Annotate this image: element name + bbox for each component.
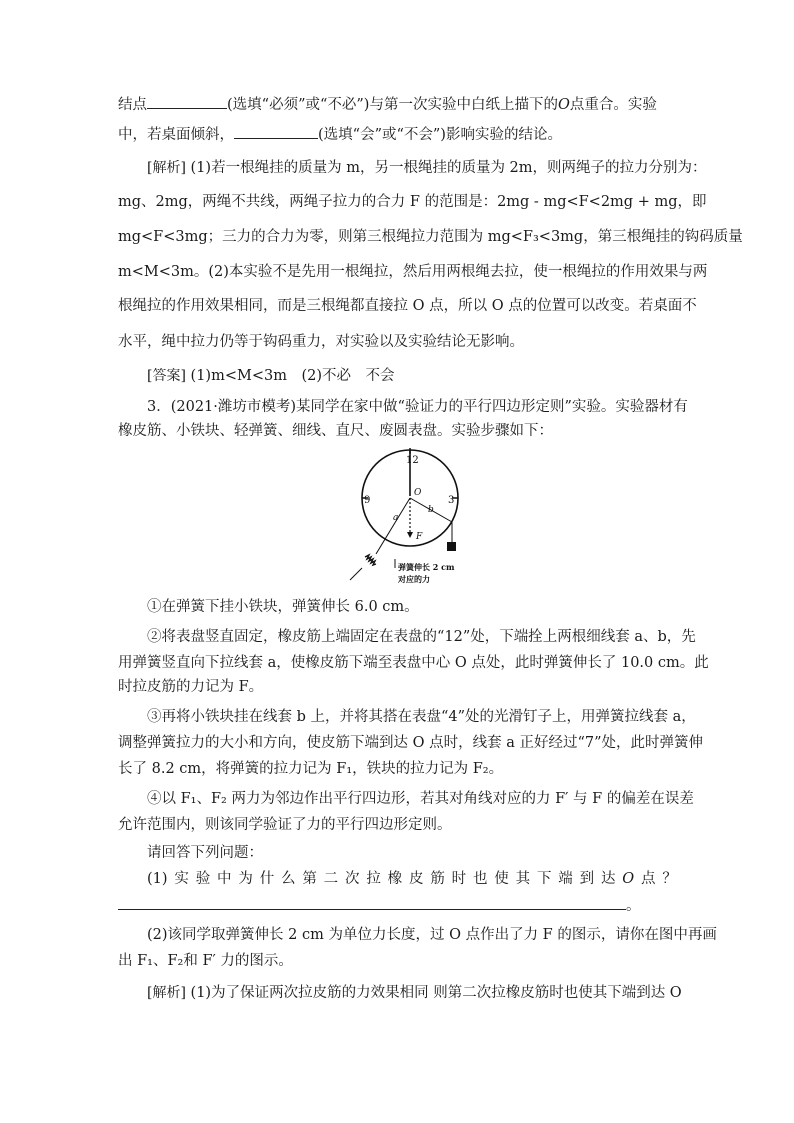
subquestion-2-line-1: (2)该同学取弹簧伸长 2 cm 为单位力长度，过 O 点作出了力 F 的图示，请你在图中再画: [147, 927, 717, 943]
label-a: a: [393, 513, 399, 523]
analysis-tag: [解析]: [147, 160, 186, 176]
question-line-2: [118, 124, 678, 145]
text: (选填“必须”或“不必”)与第一次实验中白纸上描下的: [227, 97, 558, 113]
analysis-line-3: mg<F<3mg；三力的合力为零，则第三根绳拉力范围为 mg<F₃<3mg，第三根绳挂的钩码质量: [118, 229, 743, 245]
answer-tag: [答案]: [147, 368, 186, 384]
subquestion-1-char: 其: [515, 871, 531, 887]
question-line-1: [118, 94, 678, 115]
subquestion-2-line-2: 出 F₁、F₂和 F′ 力的图示。: [118, 953, 293, 969]
spring-hook: [350, 568, 362, 580]
analysis-line-4: m<M<3m。(2)本实验不是先用一根绳拉，然后用两根绳去拉，使一根绳拉的作用效果与两: [118, 264, 708, 280]
text: (1)为了保证两次拉皮筋的力效果相同 则第二次拉橡皮筋时也使其下端到达 O: [190, 985, 682, 1001]
arrowhead-icon: [407, 532, 413, 538]
subquestion-1-char: 使: [494, 871, 509, 887]
step-4-line-2: 允许范围内，则该同学验证了力的平行四边形定则。: [118, 817, 452, 833]
step-3-line-3: 长了 8.2 cm，将弹簧的拉力记为 F₁，铁块的拉力记为 F₂。: [118, 761, 504, 777]
iron-block: [447, 542, 456, 551]
spring-icon: [365, 555, 376, 565]
subquestion-1-char: 也: [472, 871, 488, 887]
subquestion-1-answer-line: [118, 895, 678, 916]
subquestion-1-char: 中: [217, 871, 232, 887]
step-3-line-1: ③再将小铁块挂在线套 b 上，并将其搭在表盘“4”处的光滑钉子上，用弹簧拉线套 a，: [147, 709, 696, 725]
answer-line: [147, 366, 707, 386]
step-2-line-2: 用弹簧竖直向下拉线套 a，使橡皮筋下端至表盘中心 O 点处，此时弹簧伸长了 10.0 cm。此: [118, 655, 709, 671]
subquestion-1-char: 点: [640, 871, 656, 887]
answer-text: (1)m<M<3m (2)不必 不会: [190, 368, 395, 384]
subquestion-1-char: 到: [579, 871, 595, 887]
label-F: F: [416, 532, 423, 542]
subquestion-1-char: 二: [323, 871, 339, 887]
subquestion-1-char: 什: [259, 871, 275, 887]
caption-line-2: 对应的力: [398, 574, 430, 584]
text: 。: [626, 898, 641, 914]
subquestion-1-char: 橡: [387, 871, 403, 887]
analysis-line-2: mg、2mg，两绳不共线，两绳子拉力的合力 F 的范围是：2mg - mg<F<2mg + mg，即: [118, 194, 707, 210]
question3-line-2: 橡皮筋、小铁块、轻弹簧、细线、直尺、废圆表盘。实验步骤如下：: [118, 423, 553, 439]
text: (选填“会”或“不会”)影响实验的结论。: [318, 127, 562, 143]
analysis-line-5: 根绳拉的作用效果相同，而是三根绳都直接拉 O 点，所以 O 点的位置可以改变。若桌面不: [118, 298, 697, 314]
subquestion-1-char: 筋: [430, 871, 445, 887]
analysis-tag: [解析]: [147, 985, 186, 1001]
label-b: b: [428, 505, 434, 515]
analysis-line-6: 水平，绳中拉力仍等于钩码重力，对实验以及实验结论无影响。: [118, 334, 524, 350]
text: (1)若一根绳挂的质量为 m，另一根绳挂的质量为 2m，则两绳子的拉力分别为：: [190, 160, 707, 176]
subquestion-1-char: 验: [195, 871, 211, 887]
subquestion-1-char: 达: [600, 871, 616, 887]
analysis-line-1: [147, 158, 707, 178]
text: 中，若桌面倾斜，: [118, 127, 234, 143]
text: 点重合。实验: [569, 97, 657, 113]
subquestion-1-char: 拉: [366, 871, 381, 887]
label-9: 9: [364, 495, 371, 506]
subquestion-1-char: ？: [662, 871, 677, 887]
prompt-line: 请回答下列问题：: [147, 845, 263, 861]
subquestion-1-char: 时: [451, 871, 467, 887]
answer-blank-1[interactable]: [147, 94, 227, 109]
step-3-line-2: 调整弹簧拉力的大小和方向，使皮筋下端到达 O 点时，线套 a 正好经过“7”处，此时弹簧伸: [118, 735, 704, 751]
text: 结点: [118, 97, 147, 113]
step-2-line-1: ②将表盘竖直固定，橡皮筋上端固定在表盘的“12”处，下端拴上两根细线套 a、b，先: [147, 629, 696, 645]
subquestion-1-char: 端: [558, 871, 573, 887]
subquestion-1-char: 为: [238, 871, 253, 887]
subquestion-1-char: 次: [345, 871, 360, 887]
analysis-2-line-1: [147, 983, 707, 1003]
subquestion-1-char: 皮: [408, 871, 424, 887]
label-12: 12: [406, 455, 419, 466]
subquestion-1: [147, 869, 707, 889]
step-4-line-1: ④以 F₁、F₂ 两力为邻边作出平行四边形，若其对角线对应的力 F′ 与 F 的偏差在误差: [147, 791, 694, 807]
question3-line-1: 3．(2021·潍坊市模考)某同学在家中做“验证力的平行四边形定则”实验。实验器材有: [147, 399, 688, 415]
subquestion-1-char: 实: [174, 871, 189, 887]
subquestion-1-char: 么: [281, 871, 296, 887]
label-O: O: [414, 488, 422, 498]
subquestion-1-char: (1): [147, 871, 168, 887]
answer-blank-2[interactable]: [234, 124, 318, 139]
label-3: 3: [448, 495, 455, 506]
step-1: ①在弹簧下挂小铁块，弹簧伸长 6.0 cm。: [147, 599, 419, 615]
step-2-line-3: 时拉皮筋的力记为 F。: [118, 679, 264, 695]
subquestion-1-char: 第: [302, 871, 317, 887]
answer-blank-3[interactable]: [118, 895, 626, 910]
caption-line-1: 弹簧伸长 2 cm: [398, 562, 455, 572]
subquestion-1-char: O: [622, 871, 635, 887]
clock-dial-diagram: [340, 448, 480, 586]
subquestion-1-text: [147, 869, 677, 889]
text: O: [557, 97, 570, 113]
subquestion-1-char: 下: [536, 871, 552, 887]
